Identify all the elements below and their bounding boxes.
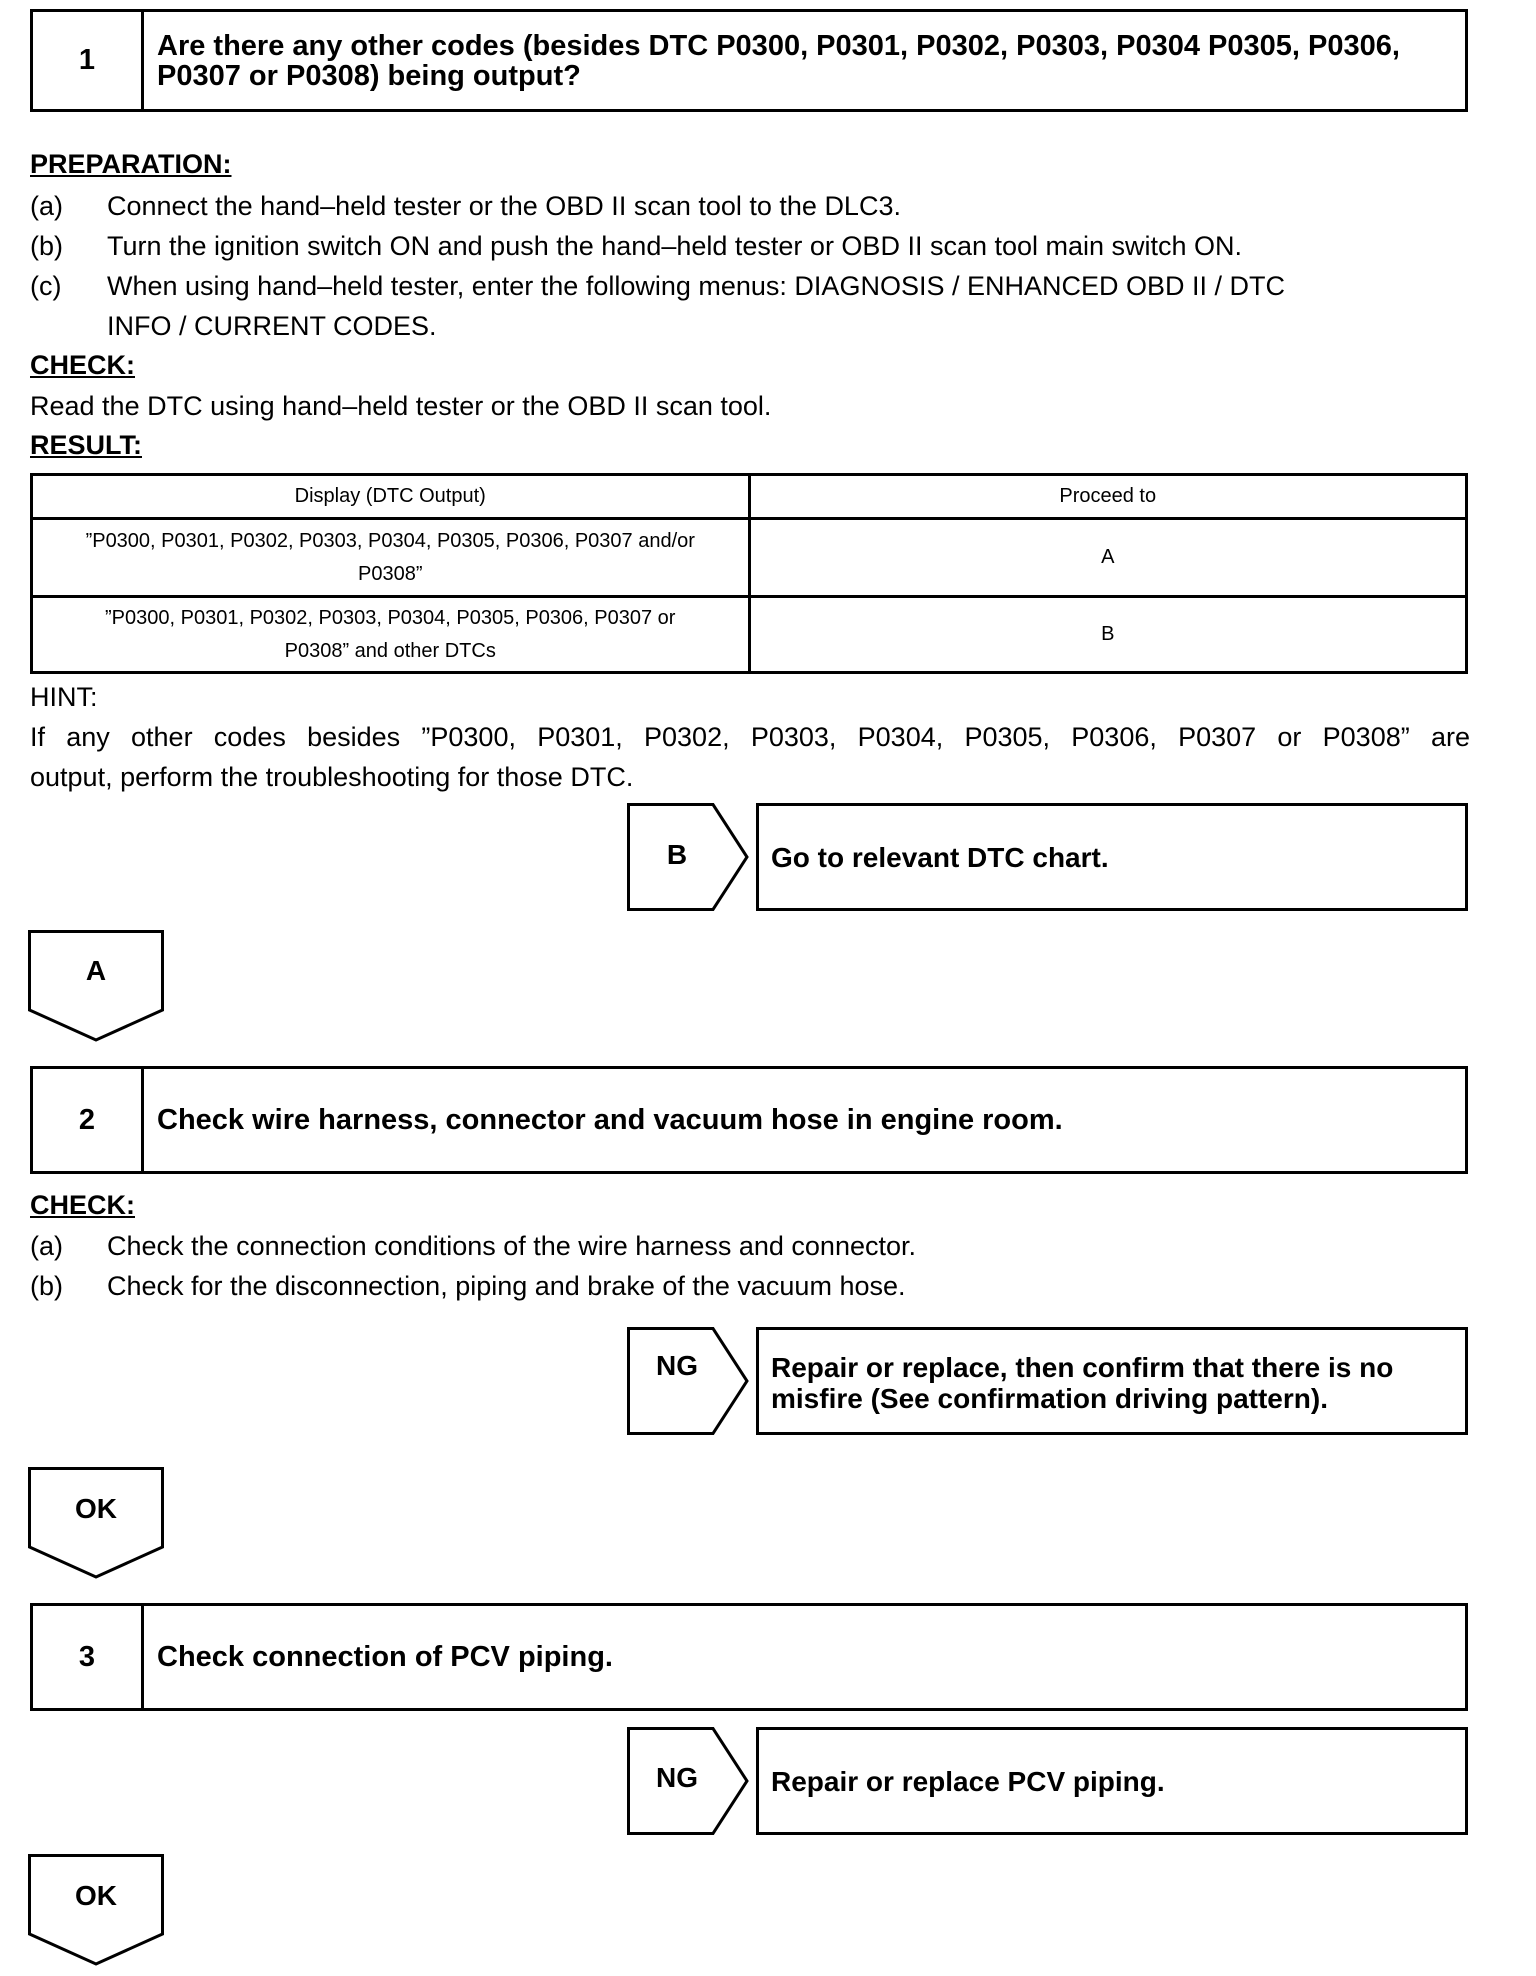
branch-label-ng-3: NG bbox=[656, 1762, 698, 1793]
preparation-heading: PREPARATION: bbox=[30, 149, 232, 179]
result-line-1: Repair or replace, then confirm that there is no bbox=[771, 1352, 1394, 1383]
table-header-proceed: Proceed to bbox=[749, 475, 1467, 519]
item-label: (b) bbox=[30, 1271, 63, 1301]
preparation-item-c bbox=[30, 266, 1470, 346]
step-2-number: 2 bbox=[33, 1069, 144, 1171]
item-text: Check the connection conditions of the wire harness and connector. bbox=[107, 1231, 916, 1261]
item-label: (c) bbox=[30, 271, 62, 301]
flow-down-label-ok-2: OK bbox=[75, 1493, 117, 1524]
step-3-box bbox=[30, 1603, 1468, 1711]
hint-line-1: If any other codes besides ”P0300, P0301, P0302, P0303, P0304, P0305, P0306, P0307 or P0308” are bbox=[30, 722, 1470, 752]
table-header-display: Display (DTC Output) bbox=[32, 475, 750, 519]
cell-line: ”P0300, P0301, P0302, P0303, P0304, P0305, P0306, P0307 and/or bbox=[85, 529, 695, 552]
step-1-box bbox=[30, 9, 1468, 112]
item-label: (a) bbox=[30, 191, 63, 221]
table-header-row bbox=[32, 475, 1467, 519]
table-cell-display bbox=[32, 519, 750, 597]
step-1-number: 1 bbox=[33, 12, 144, 109]
flow-down-label-a: A bbox=[85, 955, 107, 986]
branch-result-ng-2 bbox=[756, 1327, 1468, 1435]
result-table bbox=[30, 473, 1468, 674]
item-text: Turn the ignition switch ON and push the hand–held tester or OBD II scan tool main switch ON. bbox=[107, 231, 1243, 261]
branch-result-ng-3: Repair or replace PCV piping. bbox=[756, 1727, 1468, 1835]
item-text: When using hand–held tester, enter the following menus: DIAGNOSIS / ENHANCED OBD II / DTC bbox=[107, 271, 1285, 301]
table-row bbox=[32, 519, 1467, 597]
step-3-number: 3 bbox=[33, 1606, 144, 1708]
cell-line: P0308” bbox=[358, 562, 423, 585]
check-heading: CHECK: bbox=[30, 350, 135, 380]
item-label: (a) bbox=[30, 1231, 63, 1261]
item-text-continued: INFO / CURRENT CODES. bbox=[107, 311, 437, 341]
result-line-2: misfire (See confirmation driving pattern). bbox=[771, 1383, 1328, 1414]
check-2-heading: CHECK: bbox=[30, 1190, 135, 1220]
item-text: Check for the disconnection, piping and brake of the vacuum hose. bbox=[107, 1271, 906, 1301]
table-cell-proceed: B bbox=[749, 597, 1467, 673]
table-cell-display bbox=[32, 597, 750, 673]
cell-line: ”P0300, P0301, P0302, P0303, P0304, P0305, P0306, P0307 or bbox=[105, 606, 676, 629]
step-2-box bbox=[30, 1066, 1468, 1174]
branch-result-b: Go to relevant DTC chart. bbox=[756, 803, 1468, 911]
check-text: Read the DTC using hand–held tester or the OBD II scan tool. bbox=[30, 391, 772, 421]
item-label: (b) bbox=[30, 231, 63, 261]
step-3-title: Check connection of PCV piping. bbox=[157, 1641, 613, 1673]
step-2-title: Check wire harness, connector and vacuum hose in engine room. bbox=[157, 1104, 1063, 1136]
step-1-title: Are there any other codes (besides DTC P0300, P0301, P0302, P0303, P0304 P0305, P0306, P0307 or P0308) being output? bbox=[157, 29, 1400, 92]
result-heading: RESULT: bbox=[30, 430, 142, 460]
flow-down-label-ok-3: OK bbox=[75, 1880, 117, 1911]
item-text: Connect the hand–held tester or the OBD II scan tool to the DLC3. bbox=[107, 191, 901, 221]
cell-line: P0308” and other DTCs bbox=[284, 639, 496, 662]
table-cell-proceed: A bbox=[749, 519, 1467, 597]
branch-label-b: B bbox=[666, 839, 688, 870]
branch-label-ng-2: NG bbox=[656, 1350, 698, 1381]
hint-line-2: output, perform the troubleshooting for those DTC. bbox=[30, 762, 634, 792]
hint-heading: HINT: bbox=[30, 682, 98, 712]
table-row bbox=[32, 597, 1467, 673]
